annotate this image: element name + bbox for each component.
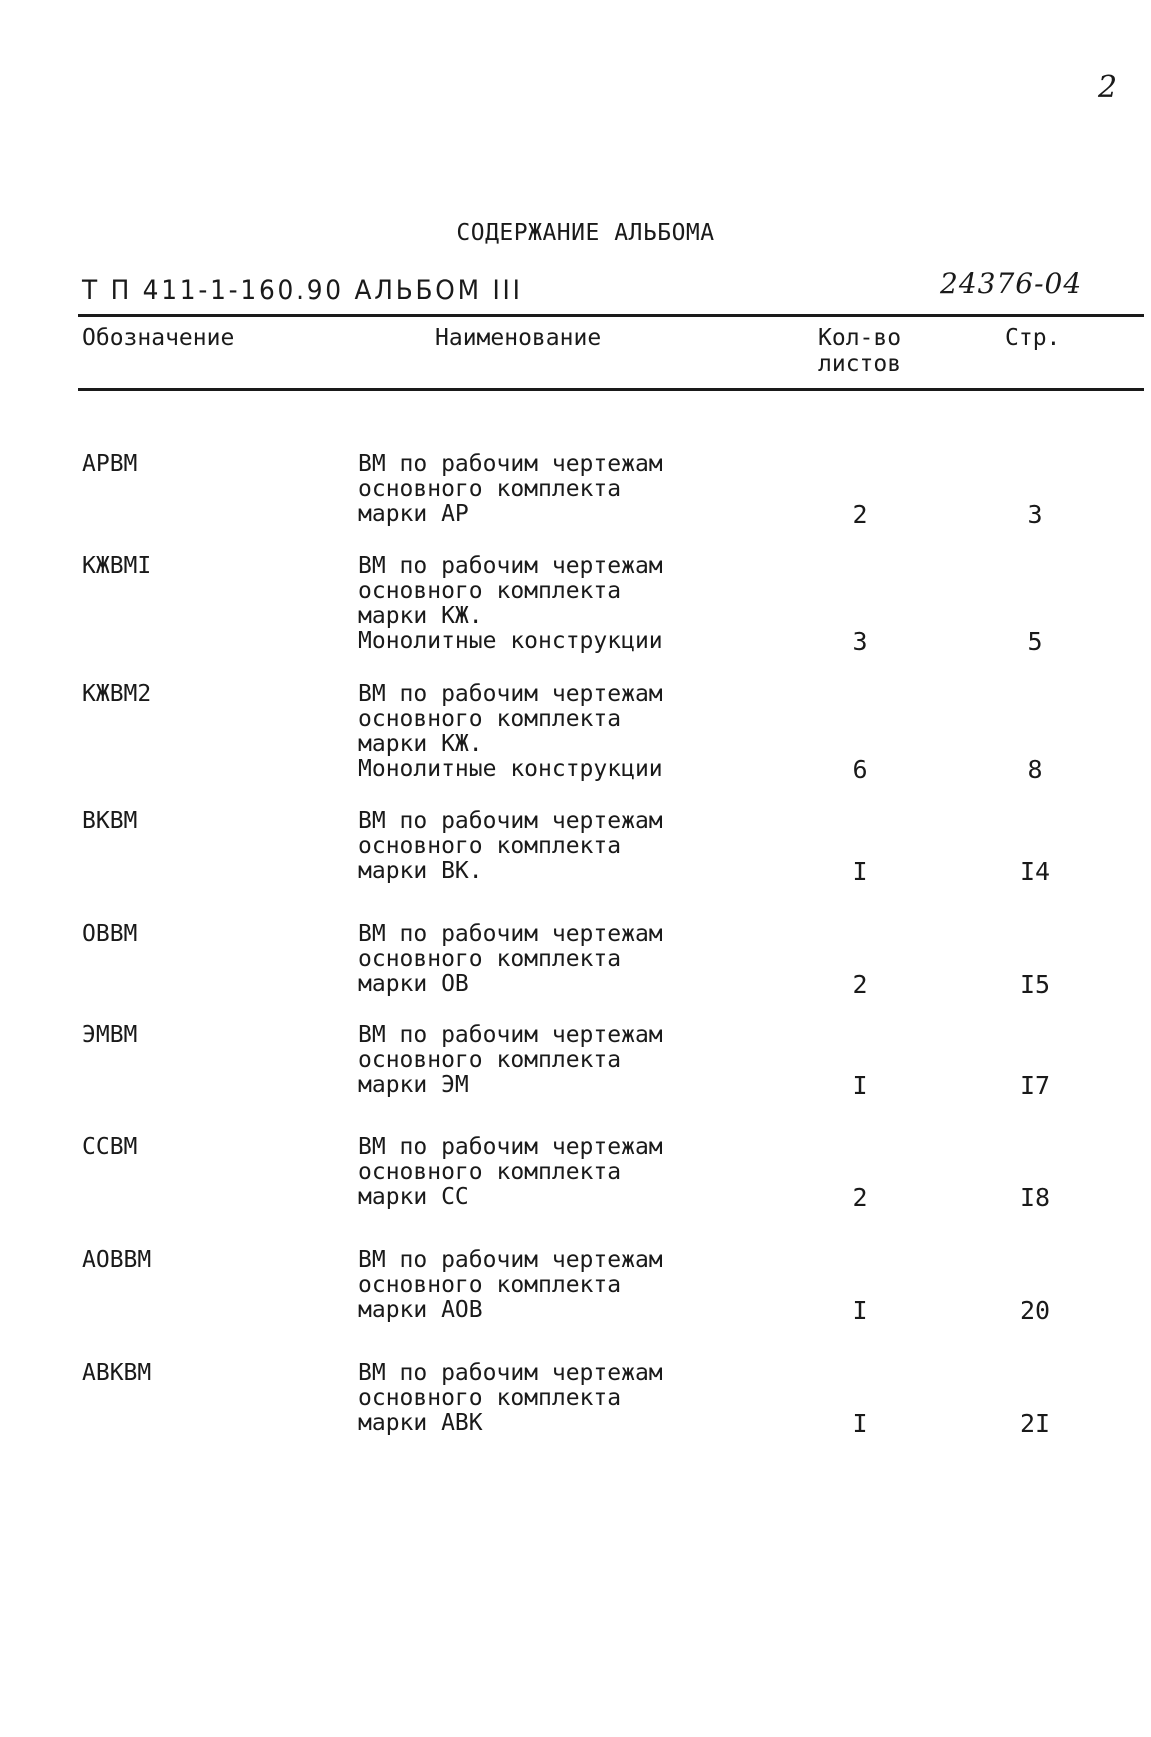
row-name-line: основного комплекта [358, 706, 622, 732]
row-name-line: марки АР [358, 501, 469, 527]
row-sheet-count: I [852, 1409, 868, 1438]
row-sheet-count: I [852, 1071, 868, 1100]
row-sheet-count: 3 [852, 627, 868, 656]
row-sheet-count: 2 [852, 500, 868, 529]
row-name-line: марки КЖ. [358, 731, 483, 757]
row-name [358, 809, 663, 884]
row-name-line: основного комплекта [358, 1159, 622, 1185]
row-name-line: основного комплекта [358, 1385, 622, 1411]
row-code: КЖВМ2 [82, 681, 152, 707]
column-header-code: Обозначение [82, 325, 235, 351]
row-page-number: I7 [1019, 1071, 1051, 1100]
row-name [358, 452, 663, 527]
row-name-line: основного комплекта [358, 833, 622, 859]
row-name [358, 1135, 663, 1210]
archive-number: 24376-04 [940, 267, 1083, 300]
row-name [358, 1023, 663, 1098]
row-name-line: марки КЖ. [358, 603, 483, 629]
row-page-number: 8 [1027, 755, 1043, 784]
column-header-name: Наименование [435, 325, 602, 351]
row-name-line: ВМ по рабочим чертежам [358, 451, 663, 477]
row-name [358, 682, 663, 782]
row-name-line: ВМ по рабочим чертежам [358, 921, 663, 947]
row-sheet-count: I [852, 857, 868, 886]
row-page-number: 3 [1027, 500, 1043, 529]
row-name-line: марки ВК. [358, 858, 483, 884]
row-code: КЖВМI [82, 553, 152, 579]
row-name-line: марки СС [358, 1184, 469, 1210]
row-name-line: марки АВК [358, 1410, 483, 1436]
row-name-line: основного комплекта [358, 946, 622, 972]
row-name-line: основного комплекта [358, 476, 622, 502]
row-code: ЭМВМ [82, 1022, 138, 1048]
row-name-line: ВМ по рабочим чертежам [358, 1360, 663, 1386]
row-code: ОВВМ [82, 921, 138, 947]
row-page-number: 2I [1019, 1409, 1051, 1438]
row-name-line: основного комплекта [358, 1047, 622, 1073]
row-name-line: ВМ по рабочим чертежам [358, 553, 663, 579]
row-code: АОВВМ [82, 1247, 152, 1273]
column-header-sheets-line2: листов [818, 351, 902, 377]
row-sheet-count: I [852, 1296, 868, 1325]
row-name-line: марки АОВ [358, 1297, 483, 1323]
row-name-line: Монолитные конструкции [358, 756, 663, 782]
row-name-line: основного комплекта [358, 578, 622, 604]
row-name-line: Монолитные конструкции [358, 628, 663, 654]
row-code: ВКВМ [82, 808, 138, 834]
album-code: Т П 411-1-160.90 АЛЬБОМ III [82, 275, 523, 306]
row-name-line: ВМ по рабочим чертежам [358, 808, 663, 834]
row-name-line: ВМ по рабочим чертежам [358, 1134, 663, 1160]
header-bottom-rule [78, 388, 1144, 391]
row-sheet-count: 2 [852, 970, 868, 999]
row-name-line: марки ЭМ [358, 1072, 469, 1098]
column-header-sheets [818, 325, 901, 377]
row-name [358, 922, 663, 997]
row-name-line: марки ОВ [358, 971, 469, 997]
row-name-line: ВМ по рабочим чертежам [358, 1022, 663, 1048]
document-title: СОДЕРЖАНИЕ АЛЬБОМА [456, 220, 715, 246]
row-name [358, 1248, 663, 1323]
row-sheet-count: 2 [852, 1183, 868, 1212]
row-name [358, 554, 663, 654]
row-name-line: основного комплекта [358, 1272, 622, 1298]
row-page-number: I5 [1019, 970, 1051, 999]
row-name-line: ВМ по рабочим чертежам [358, 1247, 663, 1273]
page-number: 2 [1098, 70, 1118, 105]
column-header-page: Стр. [1005, 325, 1061, 351]
row-code: ССВМ [82, 1134, 138, 1160]
row-page-number: I8 [1019, 1183, 1051, 1212]
row-code: АРВМ [82, 451, 138, 477]
header-top-rule [78, 314, 1144, 317]
row-page-number: 5 [1027, 627, 1043, 656]
row-page-number: 20 [1019, 1296, 1051, 1325]
column-header-sheets-line1: Кол-во [818, 325, 902, 351]
row-name-line: ВМ по рабочим чертежам [358, 681, 663, 707]
row-code: АВКВМ [82, 1360, 152, 1386]
row-page-number: I4 [1019, 857, 1051, 886]
row-sheet-count: 6 [852, 755, 868, 784]
row-name [358, 1361, 663, 1436]
